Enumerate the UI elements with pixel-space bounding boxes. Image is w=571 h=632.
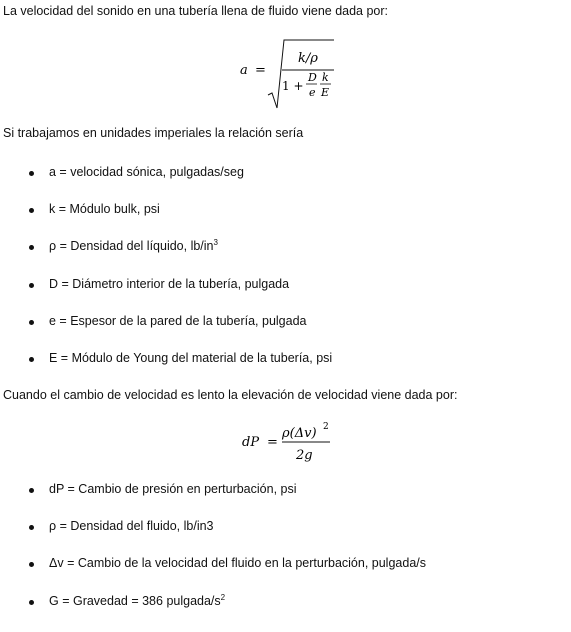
list-item-text: ρ = Densidad del líquido, lb/in (49, 239, 214, 253)
bullet-icon (29, 357, 34, 362)
eq1-one-plus: 1 + (282, 79, 304, 93)
list-item-text: Δv = Cambio de la velocidad del fluido en la perturbación, pulgada/s (49, 556, 426, 570)
eq1-lhs: a (240, 63, 248, 78)
bullet-icon (29, 562, 34, 567)
bullet-icon (29, 283, 34, 288)
list-item-text: a = velocidad sónica, pulgadas/seg (49, 165, 244, 179)
bullet-icon (29, 525, 34, 530)
eq1-frac1-den: e (309, 86, 316, 99)
eq2-exponent: 2 (323, 422, 329, 432)
eq2-lhs: dP (242, 435, 260, 450)
list-item-text: G = Gravedad = 386 pulgada/s (49, 594, 221, 608)
eq1-numerator: k/ρ (298, 51, 318, 66)
bullet-icon (29, 320, 34, 325)
eq2-denominator: 2g (296, 448, 313, 463)
bullet-icon (29, 208, 34, 213)
list-item-text: dP = Cambio de presión en perturbación, psi (49, 482, 297, 496)
list-item-text: k = Módulo bulk, psi (49, 202, 160, 216)
eq1-frac2-den: E (321, 86, 330, 99)
imperial-intro-text: Si trabajamos en unidades imperiales la relación sería (3, 126, 304, 140)
bullet-icon (29, 488, 34, 493)
bullet-icon (29, 600, 34, 605)
eq2-equals: = (267, 435, 278, 450)
eq1-frac2-num: k (322, 71, 329, 84)
bullet-icon (29, 245, 34, 250)
second-intro-text: Cuando el cambio de velocidad es lento la elevación de velocidad viene dada por: (3, 388, 458, 402)
bullet-icon (29, 171, 34, 176)
list-item-sup: 3 (213, 238, 218, 247)
list-item-sup: 2 (220, 593, 226, 602)
list-item-text: ρ = Densidad del fluido, lb/in3 (49, 519, 214, 533)
intro-text: La velocidad del sonido en una tubería llena de fluido viene dada por: (3, 4, 389, 18)
sound-speed-equation (230, 38, 350, 110)
pressure-rise-equation (238, 418, 338, 466)
list-item-text: D = Diámetro interior de la tubería, pulgada (49, 277, 290, 291)
list-item-text: E = Módulo de Young del material de la tubería, psi (49, 351, 333, 365)
eq1-frac1-num: D (308, 71, 317, 84)
eq1-equals: = (255, 63, 266, 78)
list-item-text: e = Espesor de la pared de la tubería, pulgada (49, 314, 307, 328)
eq2-numerator: ρ(Δv) (282, 426, 317, 441)
